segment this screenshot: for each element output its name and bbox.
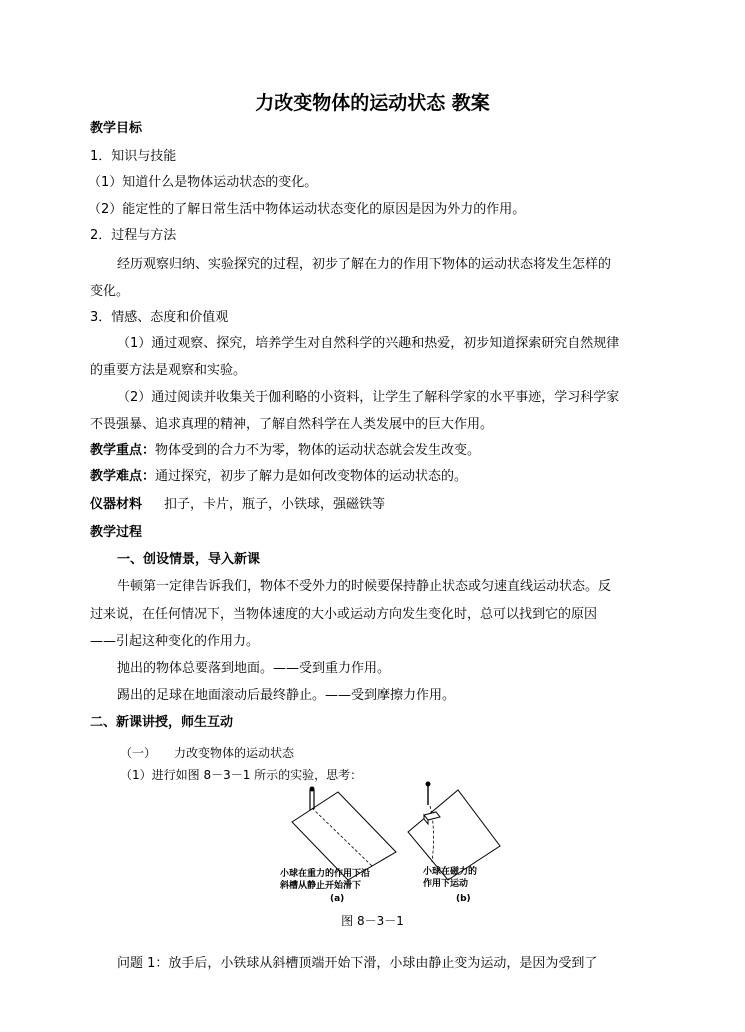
process-part-1: 一、创设情景，导入新课 — [117, 552, 261, 567]
key-point — [90, 442, 480, 460]
figure-8-3-1 — [278, 780, 518, 910]
figure-caption: 图 8－3－1 — [341, 914, 404, 928]
goals-section-2-para-line1: 经历观察归纳、实验探究的过程，初步了解在力的作用下物体的运动状态将发生怎样的 — [117, 257, 612, 272]
key-point-label: 教学重点： — [90, 443, 156, 458]
subsection-1-number: （一） — [120, 746, 157, 760]
goals-item-1-1: （1）知道什么是物体运动状态的变化。 — [88, 175, 318, 190]
goals-section-2-para-line2: 变化。 — [90, 284, 130, 299]
figure-b-label: (b) — [456, 894, 471, 904]
goals-section-3: 3．情感、态度和价值观 — [90, 310, 229, 325]
goals-item-3-1-line2: 的重要方法是观察和实验。 — [90, 363, 247, 378]
process-para-1-line2: 过来说，在任何情况下，当物体速度的大小或运动方向发生变化时，总可以找到它的原因 — [90, 607, 598, 622]
goals-item-3-2-line2: 不畏强暴、追求真理的精神，了解自然科学在人类发展中的巨大作用。 — [90, 417, 494, 432]
experiment-instruction: （1）进行如图 8－3－1 所示的实验，思考： — [120, 768, 363, 782]
figure-b-caption-line2: 作用下运动 — [423, 879, 469, 889]
materials-label: 仪器材料 — [90, 497, 143, 512]
subsection-1 — [120, 744, 294, 762]
goals-section-2: 2．过程与方法 — [90, 228, 177, 243]
goals-item-3-2-line1: （2）通过阅读并收集关于伽利略的小资料，让学生了解科学家的水平事迹，学习科学家 — [117, 390, 620, 405]
question-1: 问题 1：放手后，小铁球从斜槽顶端开始下滑，小球由静止变为运动，是因为受到了 — [117, 956, 598, 971]
goals-item-3-1-line1: （1）通过观察、探究，培养学生对自然科学的兴趣和热爱，初步知道探索研究自然规律 — [117, 336, 620, 351]
process-para-1-line1: 牛顿第一定律告诉我们，物体不受外力的时候要保持静止状态或匀速直线运动状态。反 — [117, 579, 612, 594]
process-para-3: 踢出的足球在地面滚动后最终静止。——受到摩擦力作用。 — [117, 688, 456, 703]
difficulty-text: 通过探究，初步了解力是如何改变物体的运动状态的。 — [155, 469, 468, 484]
figure-a-drawing — [292, 787, 396, 881]
figure-a-caption-line1: 小球在重力的作用下沿 — [280, 869, 371, 879]
process-para-1-line3: ——引起这种变化的作用力。 — [90, 634, 260, 649]
difficulty-label: 教学难点： — [90, 469, 156, 484]
goals-heading: 教学目标 — [90, 121, 143, 136]
figure-b-caption-line1: 小球在磁力的 — [423, 867, 478, 877]
materials-text: 扣子，卡片，瓶子，小铁球，强磁铁等 — [164, 497, 386, 512]
process-part-2: 二、新课讲授，师生互动 — [90, 715, 234, 730]
process-heading: 教学过程 — [90, 525, 143, 540]
goals-section-1: 1．知识与技能 — [90, 149, 177, 164]
materials — [90, 496, 385, 514]
page-title: 力改变物体的运动状态 教案 — [255, 92, 490, 114]
goals-item-1-2: （2）能定性的了解日常生活中物体运动状态变化的原因是因为外力的作用。 — [88, 202, 526, 217]
difficulty — [90, 468, 467, 486]
key-point-text: 物体受到的合力不为零，物体的运动状态就会发生改变。 — [155, 443, 481, 458]
process-para-2: 抛出的物体总要落到地面。——受到重力作用。 — [117, 661, 391, 676]
figure-a-label: (a) — [330, 894, 345, 904]
figure-a-caption-line2: 斜槽从静止开始滑下 — [280, 881, 362, 891]
subsection-1-title: 力改变物体的运动状态 — [174, 746, 295, 760]
